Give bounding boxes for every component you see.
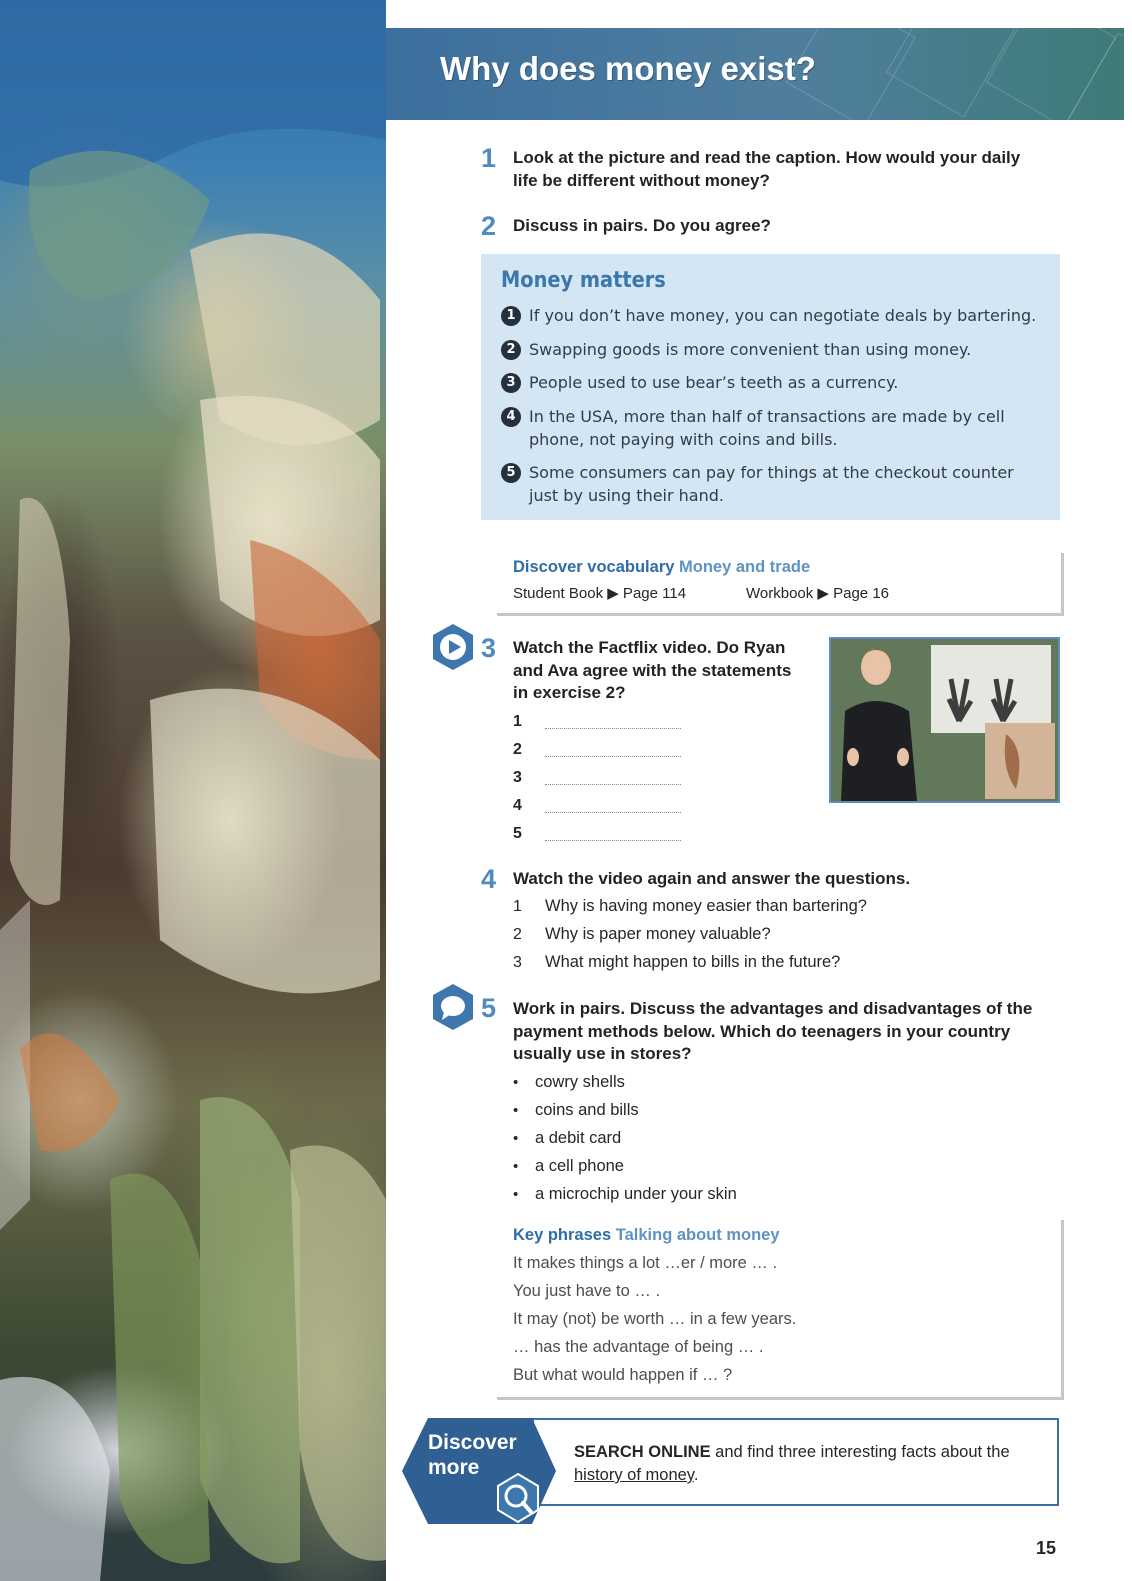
statement-text: Some consumers can pay for things at the checkout counter [529, 463, 1014, 482]
play-hex-icon[interactable] [430, 622, 476, 672]
bullet-glyph: • [513, 1130, 519, 1147]
payment-method: coins and bills [535, 1101, 639, 1119]
exercise-3-line: and Ava agree with the statements [513, 660, 792, 680]
key-phrase: But what would happen if … ? [513, 1366, 733, 1384]
statement-4 [501, 405, 1046, 451]
statement-text: In the USA, more than half of transactions are made by cell [529, 407, 1005, 426]
discover-more-line: more [428, 1456, 480, 1479]
speech-hex-icon [430, 982, 476, 1032]
exercise-1-instruction [513, 147, 1020, 192]
statement-number: 3 [501, 373, 521, 393]
answer-number: 5 [513, 825, 522, 842]
bullet-glyph: • [513, 1186, 519, 1203]
payment-method: a cell phone [535, 1157, 624, 1175]
key-phrases-topic: Talking about money [615, 1226, 780, 1244]
statement-text: People used to use bear’s teeth as a currency. [529, 373, 899, 392]
money-matters-title: Money matters [501, 268, 666, 293]
question-text: What might happen to bills in the future? [545, 953, 841, 971]
answer-line[interactable] [545, 812, 681, 813]
statement-5 [501, 461, 1046, 507]
history-of-money-link[interactable]: history of money [574, 1466, 694, 1484]
question-number: 3 [513, 954, 522, 971]
discover-more-line: Discover [428, 1431, 517, 1454]
exercise-5-line: payment methods below. Which do teenagers in your country [513, 1021, 1011, 1041]
exercise-2-number: 2 [481, 211, 497, 241]
exercise-1-line: life be different without money? [513, 170, 770, 190]
key-phrases-label: Key phrases [513, 1226, 612, 1244]
key-phrase: … has the advantage of being … . [513, 1338, 764, 1356]
page-title: Why does money exist? [440, 50, 816, 87]
statement-text: If you don’t have money, you can negotiate deals by bartering. [529, 306, 1037, 325]
answer-number: 2 [513, 741, 522, 758]
exercise-4-number: 4 [481, 864, 497, 894]
payment-method: cowry shells [535, 1073, 625, 1091]
discover-more-end: . [693, 1466, 699, 1484]
answer-line[interactable] [545, 840, 681, 841]
exercise-3-line: in exercise 2? [513, 683, 626, 702]
key-phrase: It may (not) be worth … in a few years. [513, 1310, 797, 1328]
question-number: 2 [513, 926, 522, 943]
discover-vocabulary-heading [513, 558, 810, 577]
exercise-5-line: Work in pairs. Discuss the advantages and disadvantages of the [513, 999, 1033, 1018]
presenter-image [831, 639, 1058, 801]
bullet-glyph: • [513, 1158, 519, 1175]
key-phrases-heading [513, 1226, 780, 1245]
key-phrase: It makes things a lot …er / more … . [513, 1254, 778, 1272]
answer-line[interactable] [545, 784, 681, 785]
search-online-label: SEARCH ONLINE [574, 1443, 711, 1461]
exercise-4-instruction: Watch the video again and answer the questions. [513, 869, 911, 888]
statement-2 [501, 338, 1046, 361]
money-matters-box [481, 254, 1060, 520]
question-text: Why is paper money valuable? [545, 925, 771, 943]
question-number: 1 [513, 898, 522, 915]
market-photo [0, 0, 386, 1581]
answer-number: 3 [513, 769, 522, 786]
answer-number: 4 [513, 797, 522, 814]
payment-method: a microchip under your skin [535, 1185, 737, 1203]
exercise-5-line: usually use in stores? [513, 1044, 692, 1063]
question-text: Why is having money easier than bartering? [545, 897, 867, 915]
statement-number: 2 [501, 340, 521, 360]
discover-vocabulary-topic: Money and trade [679, 558, 811, 576]
exercise-5-instruction [513, 998, 1032, 1066]
answer-line[interactable] [545, 756, 681, 757]
exercise-3-instruction [513, 637, 791, 705]
answer-line[interactable] [545, 728, 681, 729]
exercise-5-number: 5 [481, 993, 497, 1023]
discover-more-text [574, 1441, 1044, 1487]
bullet-glyph: • [513, 1102, 519, 1119]
answer-number: 1 [513, 713, 522, 730]
discover-more-label [428, 1430, 517, 1480]
exercise-1-line: Look at the picture and read the caption. How would your daily [513, 148, 1021, 167]
video-thumbnail[interactable] [829, 637, 1060, 803]
key-phrase: You just have to … . [513, 1282, 661, 1300]
statement-text: just by using their hand. [529, 486, 724, 505]
page-number: 15 [1036, 1538, 1057, 1558]
workbook-reference[interactable]: Workbook ▶ Page 16 [746, 585, 890, 602]
payment-method: a debit card [535, 1129, 622, 1147]
student-book-reference[interactable]: Student Book ▶ Page 114 [513, 585, 687, 602]
title-banner [386, 28, 1124, 120]
statement-3 [501, 371, 1046, 394]
exercise-3-line: Watch the Factflix video. Do Ryan [513, 638, 786, 657]
discover-more-sentence: and find three interesting facts about the [710, 1443, 1010, 1461]
exercise-1-number: 1 [481, 143, 497, 173]
exercise-3-number: 3 [481, 633, 497, 663]
statement-number: 4 [501, 407, 521, 427]
statement-text: phone, not paying with coins and bills. [529, 430, 838, 449]
exercise-2-instruction: Discuss in pairs. Do you agree? [513, 216, 771, 235]
market-photo-art [0, 0, 386, 1581]
statement-number: 1 [501, 306, 521, 326]
statement-number: 5 [501, 463, 521, 483]
discover-vocabulary-label: Discover vocabulary [513, 558, 675, 576]
statement-1 [501, 304, 1046, 327]
statement-text: Swapping goods is more convenient than using money. [529, 340, 972, 359]
bullet-glyph: • [513, 1074, 519, 1091]
